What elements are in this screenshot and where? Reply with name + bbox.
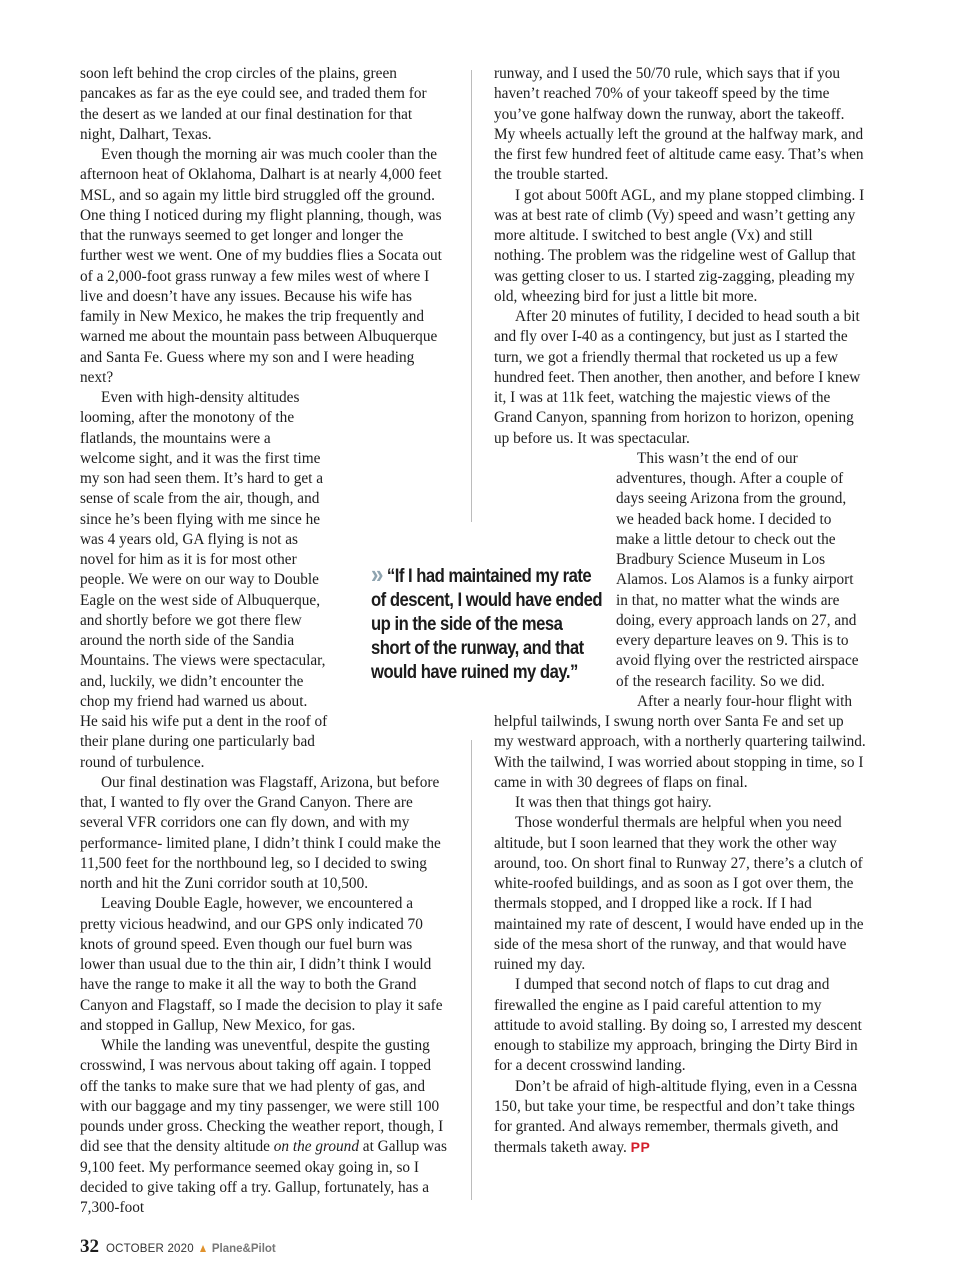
double-chevron-icon: » [371,559,379,589]
paragraph: I dumped that second notch of flaps to cut drag and firewalled the engine as I paid careful attention to my attitude to avoid stalling. By doing so, I arrested my descent enough to stabilize my approach, bringing the Dirty Bird in for a decent crosswind landing. [494,976,862,1075]
paragraph: runway, and I used the 50/70 rule, which says that if you haven’t reached 70% of your takeoff speed by the time you’ve gone halfway down the runway, abort the takeoff. My wheels actually left the ground at the halfway mark, and the first few hundred feet of altitude came easy. That’s when the trouble started. [494,65,864,184]
page-footer [80,1236,276,1258]
paragraph-text: While the landing was uneventful, despite the gusting crosswind, I was nervous about taking off again. I topped off the tanks to make sure that we had plenty of gas, and with our baggage and my tiny passenger, we were still 100 pounds under gross. Checking the weather report, though, I did see that the density altitude [80,1037,444,1156]
pull-quote [371,561,605,684]
paragraph: After 20 minutes of futility, I decided to head south a bit and fly over I-40 as a contingency, but just as I started the turn, we got a friendly thermal that rocketed us up a few hundred feet. Then another, then another, and before I knew it, I was at 11k feet, watching the majestic views of the Grand Canyon, spanning from horizon to horizon, opening up before us. It was spectacular. [494,308,861,447]
column-rule [471,70,472,522]
end-mark: PP [630,1139,651,1156]
column-rule [471,740,472,1200]
paragraph: Leaving Double Eagle, however, we encountered a pretty vicious headwind, and our GPS only indicated 70 knots of ground speed. Even though our fuel burn was lower than usual due to the thin air, I didn’t think I would have the range to make it all the way to both the Grand Canyon and Flagstaff, so I made the decision to play it safe and stopped in Gallup, New Mexico, for gas. [80,895,443,1034]
paragraph-text: This wasn’t the end of our adventures, though. After a couple of days seeing Arizona from the ground, we headed back home. I decided to make a little detour to check out the Bradbury Science Museum in Los Alamos. Los Alamos is a funky airport in that, no matter what the winds are doing, every approach lands on 27, and every departure leaves on 9. This is to avoid flying over the restricted airspace of the research facility. So we did. [616,449,859,690]
paragraph [494,1077,866,1159]
paragraph: It was then that things got hairy. [515,794,712,811]
paragraph: After a nearly four-hour flight with helpful tailwinds, I swung north over Santa Fe and set up my westward approach, with a northerly quartering tailwind. With the tailwind, I was worried about stopping in time, so I came in with 30 degrees of flaps on final. [494,692,866,791]
paragraph-text: at Gallup was 9,100 feet. My performance seemed okay going in, so I decided to give taking off a try. Gallup, fortunately, has a 7,300-foot [80,1138,447,1216]
paragraph [80,1036,448,1218]
page-number: 32 [80,1236,99,1257]
magazine-name: Plane&Pilot [211,1243,276,1255]
paragraph: soon left behind the crop circles of the plains, green pancakes as far as the eye could see, and traded them for the desert as we landed at our final destination for that night, Dalhart, Texas. [80,65,427,143]
issue-date: OCTOBER 2020 [106,1243,194,1255]
paragraph: Those wonderful thermals are helpful when you need altitude, but I soon learned that they work the other way around, too. On short final to Runway 27, there’s a clutch of white-roofed buildings, and as soon as I got over them, the thermals stopped, and I dropped like a rock. If I had maintained my rate of descent, I would have ended up in the side of the mesa short of the runway, and that would have ruined my day. [494,814,864,973]
triangle-icon [200,1245,206,1252]
paragraph: Even though the morning air was much cooler than the afternoon heat of Oklahoma, Dalhart is at nearly 4,000 feet MSL, and so again my little bird struggled off the ground. One thing I noticed during my flight planning, though, was that the runways seemed to get longer and longer the further west we went. One of my buddies flies a Socata out of a 2,000-foot grass runway a few miles west of where I live and doesn’t have any issues. Because his wife has family in New Mexico, he makes the trip frequently and warned me about the mountain pass between Albuquerque and Santa Fe. Guess where my son and I were heading next? [80,146,442,386]
paragraph-text: Don’t be afraid of high-altitude flying, even in a Cessna 150, but take your time, be respectful and don’t take things for granted. And always remember, thermals giveth, and thermals taketh away. [494,1077,858,1157]
paragraph: Our final destination was Flagstaff, Arizona, but before that, I wanted to fly over the Grand Canyon. There are several VFR corridors one can fly down, and with my performance- limited plane, I didn’t think I could make the 11,500 feet for the northbound leg, so I decided to swing north and hit the Zuni corridor south at 10,500. [80,773,441,892]
emphasis-text: on the ground [273,1138,359,1156]
paragraph-text: Even with high-density altitudes looming, after the monotony of the flatlands, the mountains were a welcome sight, and it was the first time my son had seen them. It’s hard to get a sense of scale from the air, though, and since he’s been flying with me since he was 4 years old, GA flying is not as novel for him as it is for most other people. We were on our way to Double Eagle on the west side of Albuquerque, and shortly before we got there flew around the north side of the Sandia Mountains. The views were spectacular, and, luckily, we didn’t encounter the chop my friend had warned us about. He said his wife put a dent in the roof of their plane during one particularly bad round of turbulence. [80,389,328,771]
paragraph: I got about 500ft AGL, and my plane stopped climbing. I was at best rate of climb (Vy) speed and wasn’t getting any more altitude. I switched to best angle (Vx) and still nothing. The problem was the ridgeline west of Gallup that was getting closer to us. I started zig-zagging, pleading my old, wheezing bird for just a little bit more. [494,186,865,305]
pull-quote-text: “If I had maintained my rate of descent, I would have ended up in the side of the mesa short of the runway, and that would have ruined my day.” [371,565,603,683]
